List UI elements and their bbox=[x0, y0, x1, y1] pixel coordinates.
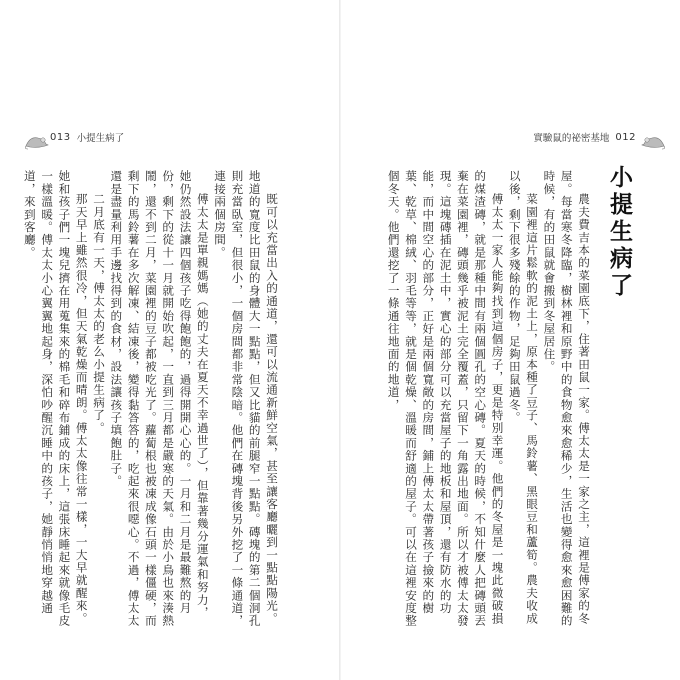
chapter-title: 小提生病了 bbox=[606, 165, 632, 300]
left-page-header bbox=[50, 130, 124, 144]
left-page-number: 013 bbox=[50, 131, 71, 143]
mouse-icon bbox=[24, 126, 50, 150]
right-paragraph-1: 農夫費吉本的菜園底下，住著田鼠一家。傅太太是一家之主，這裡是傅家的冬屋。每當寒冬降臨，樹林裡和原野中的食物愈來愈稀少，生活也變得愈來愈困難的時候，有的田鼠就會搬到冬屋居住。 bbox=[542, 170, 591, 628]
left-paragraph-1: 既可以充當出入的通道，還可以流通新鮮空氣，甚至讓客廳曬到一點點陽光。地道的寬度比田鼠的身體大一點點，但又比貓的前腿窄一點點。磚塊的第二個洞孔則充當臥室，但很小，一個房間都非常陰暗。他們在磚塊背後另外挖了一條通道，連接兩個房間。 bbox=[213, 170, 279, 628]
right-page-header bbox=[533, 130, 636, 144]
left-header-title: 小提生病了 bbox=[76, 133, 125, 144]
left-page-body bbox=[22, 170, 280, 630]
right-header-title: 實驗鼠的祕密基地 bbox=[533, 133, 610, 144]
mouse-icon bbox=[640, 126, 666, 150]
left-paragraph-3: 二月底有一天，傅太太的老么小提生病了。 bbox=[92, 193, 107, 435]
right-page-number: 012 bbox=[615, 131, 636, 143]
right-page-body bbox=[332, 170, 592, 630]
right-paragraph-2: 菜園裡這片鬆軟的泥土上，原本種了豆子、馬鈴薯、黑眼豆和蘆筍。農夫收成以後，剩下很多殘餘的作物，足夠田鼠過冬。 bbox=[507, 170, 540, 625]
right-paragraph-3: 傅太太一家人能夠找到這個房子，更是特別幸運。他們的冬屋是一塊此微破損的煤渣磚，就是那種中間有兩個圓孔的空心磚。夏天的時候，不知什麼人把磚頭丟棄在菜園裡，磚頭幾乎被泥土完全覆蓋，只留下一角露出地面。所以才被傅太太發現。這塊磚插在泥土中，實心的部分可以充當屋子的地板和屋頂，還有防水的功能，而中間空心的部分，正好是兩個寬敞的房間，鋪上傅太太帶著孩子撿來的樹葉、乾草、棉絨、羽毛等等，就是個乾燥、溫暖而舒適的屋子。可以在這裡安度整個冬天。他們還挖了一條通往地面的地道， bbox=[386, 170, 505, 628]
left-paragraph-2: 傅太太是單親媽媽（她的丈夫在夏天不幸過世了），但靠著幾分運氣和努力，她仍然設法讓四個孩子吃得飽飽的，過得開開心心的。一月和二月是最難熬的月份，剩下的從十一月就開始吹起，一直到三月都是嚴寒的天氣。由於小鳥也來湊熱鬧，還不到二月，菜園裡的豆子都被吃光了。蘿蔔根也被凍成像石頭一樣僵硬，而剩下的馬鈴薯在多次解凍、結凍後，變得黏答答的，吃起來很噁心。不過，傅太太還是盡量利用手邊找得到的食材，設法讓孩子填飽肚子。 bbox=[109, 170, 210, 628]
left-paragraph-4: 那天早上雖然很冷，但天氣乾燥而晴朗。傅太太像往常一樣，一大早就醒來。她和孩子們一塊兒擠在用蒐集來的棉毛和碎布鋪成的床上，這張床睡起來就像毛皮一樣溫暖。傅太太小心翼翼地起身，深怕吵醒沉睡中的孩子，她靜悄悄地穿越通道，來到客廳。 bbox=[22, 170, 89, 628]
